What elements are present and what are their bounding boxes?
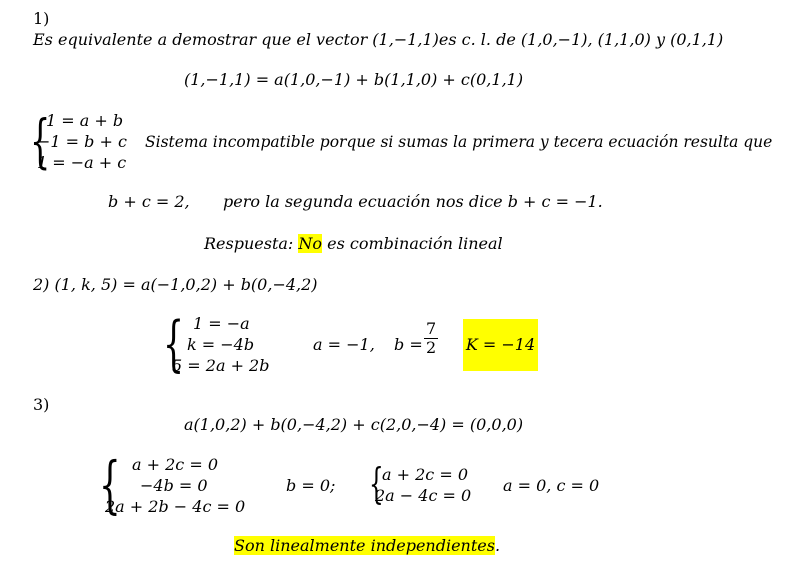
conclusion-highlight: Son linealmente independientes bbox=[234, 536, 495, 555]
fraction-numerator: 7 bbox=[426, 319, 437, 338]
system-1-eq-1: 1 = a + b bbox=[46, 111, 124, 130]
problem-3-conclusion bbox=[234, 536, 500, 556]
problem-3-b-result: b = 0; bbox=[286, 476, 336, 495]
system-4-eq-2: 2a − 4c = 0 bbox=[375, 486, 472, 505]
fraction-denominator: 2 bbox=[426, 338, 437, 357]
system-2-eq-2: k = −4b bbox=[187, 335, 255, 354]
left-brace-icon: { bbox=[163, 309, 185, 379]
problem-2-answer-k: K = −14 bbox=[463, 319, 538, 371]
answer-highlight-no: No bbox=[298, 234, 323, 253]
system-1-eq-2: −1 = b + c bbox=[37, 132, 127, 151]
answer-prefix: Respuesta: bbox=[204, 234, 294, 253]
problem-2-solution-b-label: b = bbox=[394, 335, 423, 354]
system-3-eq-1: a + 2c = 0 bbox=[132, 455, 219, 474]
problem-2-header: 2) (1, k, 5) = a(−1,0,2) + b(0,−4,2) bbox=[33, 275, 318, 294]
system-2-eq-3: 5 = 2a + 2b bbox=[172, 356, 270, 375]
problem-1-sum-result: b + c = 2, bbox=[108, 192, 190, 211]
problem-3-number: 3) bbox=[33, 395, 50, 414]
problem-2-solution-a: a = −1, bbox=[313, 335, 375, 354]
answer-suffix: es combinación lineal bbox=[327, 234, 503, 253]
problem-2-fraction bbox=[424, 320, 438, 357]
system-2-eq-1: 1 = −a bbox=[193, 314, 250, 333]
problem-1-answer bbox=[204, 234, 503, 254]
problem-1-contradiction: pero la segunda ecuación nos dice b + c = −1. bbox=[223, 192, 603, 211]
conclusion-period: . bbox=[494, 536, 501, 555]
left-brace-icon: { bbox=[99, 448, 121, 521]
left-brace-icon: { bbox=[369, 459, 384, 508]
problem-1-number: 1) bbox=[33, 9, 50, 28]
system-3-eq-3: 2a + 2b − 4c = 0 bbox=[105, 497, 246, 516]
left-brace-icon: { bbox=[30, 107, 51, 175]
system-1-eq-3: 1 = −a + c bbox=[37, 153, 127, 172]
problem-1-explanation: Sistema incompatible porque si sumas la primera y tecera ecuación resulta que bbox=[145, 133, 773, 151]
problem-3-equation: a(1,0,2) + b(0,−4,2) + c(2,0,−4) = (0,0,0) bbox=[184, 415, 524, 434]
problem-1-statement: Es equivalente a demostrar que el vector (1,−1,1)es c. l. de (1,0,−1), (1,1,0) y (0,1,1) bbox=[33, 30, 724, 49]
system-3-eq-2: −4b = 0 bbox=[140, 476, 208, 495]
problem-3-solution: a = 0, c = 0 bbox=[503, 476, 600, 495]
system-4-eq-1: a + 2c = 0 bbox=[382, 465, 469, 484]
problem-1-equation: (1,−1,1) = a(1,0,−1) + b(1,1,0) + c(0,1,1) bbox=[184, 70, 524, 89]
